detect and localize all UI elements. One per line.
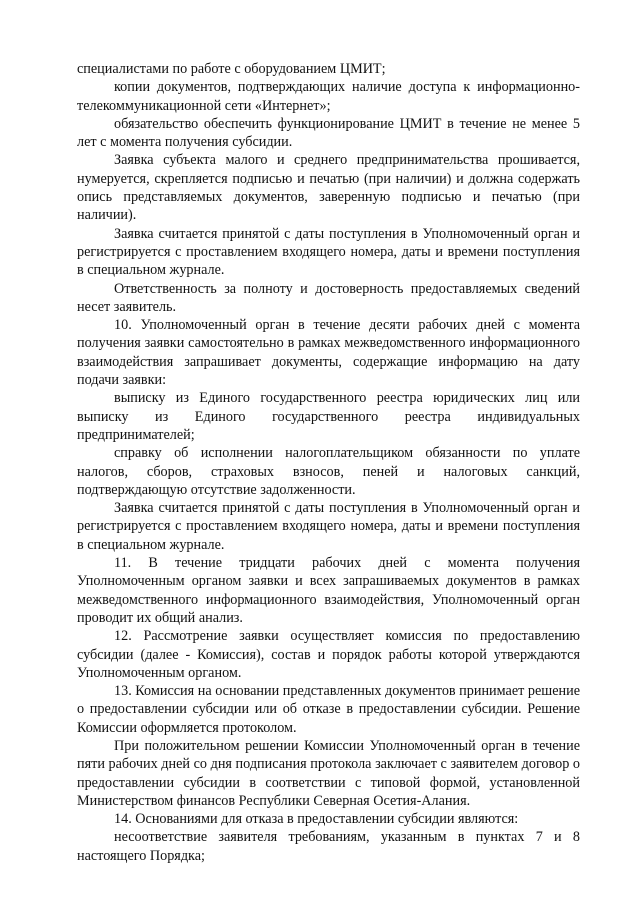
paragraph: 10. Уполномоченный орган в течение десяти рабочих дней с момента получения заявки самостоятельно в рамках межведомственного информационного взаимодействия запрашивает документы, содержащие информацию на дату подачи заявки: [77,317,580,389]
paragraph: Заявка считается принятой с даты поступления в Уполномоченный орган и регистрируется с проставлением входящего номера, даты и времени поступления в специальном журнале. [77,225,580,279]
paragraph: 12. Рассмотрение заявки осуществляет комиссия по предоставлению субсидии (далее - Комиссия), состав и порядок работы которой утверждаются Уполномоченным органом. [77,628,580,681]
paragraph: 14. Основаниями для отказа в предоставлении субсидии являются: [114,811,519,828]
paragraph: 11. В течение тридцати рабочих дней с момента получения Уполномоченным органом заявки и всех запрашиваемых документов в рамках межведомственного информационного взаимодействия, Уполномоченный орган проводит их общий анализ. [77,555,580,626]
paragraph: Заявка считается принятой с даты поступления в Уполномоченный орган и регистрируется с проставлением входящего номера, даты и времени поступления в специальном журнале. [77,500,580,553]
paragraph: выписку из Единого государственного реестра юридических лиц или выписку из Единого государственного реестра индивидуальных предпринимателей; [77,390,580,443]
paragraph: копии документов, подтверждающих наличие доступа к информационно-телекоммуникационной сети «Интернет»; [77,79,580,114]
paragraph: Ответственность за полноту и достоверность предоставляемых сведений несет заявитель. [77,280,580,315]
paragraph: специалистами по работе с оборудованием ЦМИТ; [77,61,386,77]
paragraph: 13. Комиссия на основании представленных документов принимает решение о предоставлении субсидии или об отказе в предоставлении субсидии. Решение Комиссии оформляется протоколом. [77,683,580,736]
paragraph: несоответствие заявителя требованиям, указанным в пунктах 7 и 8 настоящего Порядка; [77,829,580,864]
paragraph: При положительном решении Комиссии Уполномоченный орган в течение пяти рабочих дней со дня подписания протокола заключает с заявителем договор о предоставлении субсидии в соответствии с типовой формой, установленной Министерством финансов Республики Северная Осетия-Алания. [77,737,580,809]
document-page [77,60,580,865]
paragraph: справку об исполнении налогоплательщиком обязанности по уплате налогов, сборов, страховых взносов, пеней и налоговых санкций, подтверждающую отсутствие задолженности. [77,445,580,498]
paragraph: обязательство обеспечить функционирование ЦМИТ в течение не менее 5 лет с момента получения субсидии. [77,115,580,151]
paragraph: Заявка субъекта малого и среднего предпринимательства прошивается, нумеруется, скрепляется подписью и печатью (при наличии) и должна содержать опись представляемых документов, заверенную подписью и печатью (при наличии). [77,152,580,224]
